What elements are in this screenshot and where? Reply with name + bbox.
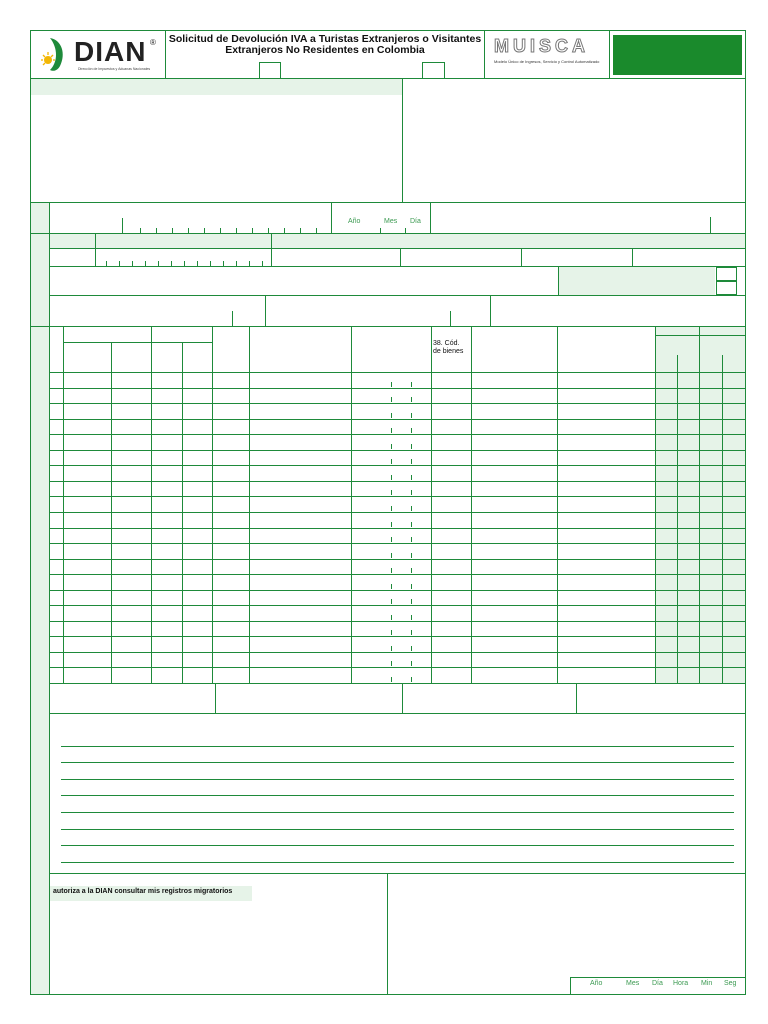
table-row-line	[49, 434, 746, 435]
cell-tick	[391, 568, 392, 573]
table-row-line	[49, 667, 746, 668]
table-row-line	[49, 528, 746, 529]
cell-tick	[411, 553, 412, 558]
cell-tick	[391, 615, 392, 620]
table-row-line	[49, 605, 746, 606]
cell-tick	[391, 661, 392, 666]
authorization-text: autoriza a la DIAN consultar mis registros migratorios	[53, 888, 233, 895]
writing-line	[61, 762, 734, 763]
logo-text: DIAN	[74, 36, 147, 67]
table-col-line	[212, 327, 213, 683]
cell-tick	[411, 413, 412, 418]
table-col-line	[471, 327, 472, 683]
cell-tick	[391, 646, 392, 651]
cell-tick	[391, 506, 392, 511]
logo-subtitle: Dirección de Impuestos y Aduanas Nacionales	[78, 67, 151, 71]
table-row-line	[49, 481, 746, 482]
table-row-line	[49, 574, 746, 575]
cell-tick	[411, 397, 412, 402]
dian-logo	[38, 34, 163, 76]
cell-tick	[411, 537, 412, 542]
date-day-label: Día	[410, 218, 421, 225]
table-row-line	[49, 450, 746, 451]
table-row-line	[49, 388, 746, 389]
cell-tick	[411, 490, 412, 495]
table-row-line	[49, 419, 746, 420]
cell-tick	[391, 382, 392, 387]
form-title-line1: Solicitud de Devolución IVA a Turistas Extranjeros o Visitantes	[168, 33, 482, 45]
table-row-line	[49, 512, 746, 513]
cell-tick	[391, 459, 392, 464]
ts-year-label: Año	[590, 980, 603, 987]
writing-line	[61, 862, 734, 863]
table-col-line	[351, 327, 352, 683]
table-row-line	[49, 621, 746, 622]
cell-tick	[391, 428, 392, 433]
table-col-line	[63, 327, 64, 683]
writing-line	[61, 812, 734, 813]
date-year-label: Año	[348, 218, 361, 225]
cell-tick	[391, 475, 392, 480]
cell-tick	[391, 537, 392, 542]
ts-sec-label: Seg	[724, 980, 737, 987]
cell-tick	[391, 522, 392, 527]
col-header-cod-bienes: 38. Cód. de bienes	[433, 340, 464, 355]
muisca-subtitle: Modelo Único de Ingresos, Servicio y Control Automatizado	[494, 59, 600, 64]
table-col-line	[722, 355, 723, 683]
cell-tick	[391, 553, 392, 558]
cell-tick	[411, 630, 412, 635]
cell-tick	[411, 677, 412, 682]
table-row-line	[49, 543, 746, 544]
title-box-left[interactable]	[259, 62, 281, 79]
cell-tick	[411, 646, 412, 651]
cell-tick	[411, 444, 412, 449]
table-col-line	[431, 327, 432, 683]
ts-hour-label: Hora	[673, 980, 689, 987]
cell-tick	[411, 475, 412, 480]
writing-line	[61, 829, 734, 830]
table-col-line	[249, 327, 250, 683]
writing-line	[61, 746, 734, 747]
title-box-right[interactable]	[422, 62, 445, 79]
table-row-line	[49, 652, 746, 653]
cell-tick	[391, 599, 392, 604]
table-row-line	[49, 559, 746, 560]
cell-tick	[391, 584, 392, 589]
date-month-label: Mes	[384, 218, 398, 225]
cell-tick	[391, 677, 392, 682]
cell-tick	[411, 506, 412, 511]
cell-tick	[411, 382, 412, 387]
cell-tick	[411, 568, 412, 573]
writing-line	[61, 779, 734, 780]
table-col-line	[677, 355, 678, 683]
table-col-line	[557, 327, 558, 683]
table-col-line	[151, 327, 152, 683]
cell-tick	[391, 413, 392, 418]
table-row-line	[49, 636, 746, 637]
cell-tick	[391, 630, 392, 635]
cell-tick	[391, 444, 392, 449]
muisca-logo-text: MUISCA	[494, 36, 589, 56]
cell-tick	[411, 661, 412, 666]
cell-tick	[411, 599, 412, 604]
table-row-line	[49, 496, 746, 497]
writing-line	[61, 795, 734, 796]
cell-tick	[411, 428, 412, 433]
cell-tick	[411, 522, 412, 527]
table-row-line	[49, 465, 746, 466]
cell-tick	[391, 490, 392, 495]
writing-line	[61, 845, 734, 846]
form-title-line2: Extranjeros No Residentes en Colombia	[225, 44, 425, 56]
checkbox-b[interactable]	[716, 281, 737, 295]
muisca-logo	[490, 36, 606, 72]
logo-reg: ®	[150, 38, 156, 47]
ts-min-label: Min	[701, 980, 713, 987]
ts-day-label: Día	[652, 980, 663, 987]
cell-tick	[411, 615, 412, 620]
table-row-line	[49, 590, 746, 591]
checkbox-a[interactable]	[716, 267, 737, 281]
sun-swirl-icon	[38, 36, 68, 72]
cell-tick	[411, 459, 412, 464]
form-number-box	[613, 35, 742, 75]
ts-month-label: Mes	[626, 980, 640, 987]
table-row-line	[49, 403, 746, 404]
table-col-line	[699, 327, 700, 683]
cell-tick	[391, 397, 392, 402]
cell-tick	[411, 584, 412, 589]
table-col-line	[655, 327, 656, 683]
